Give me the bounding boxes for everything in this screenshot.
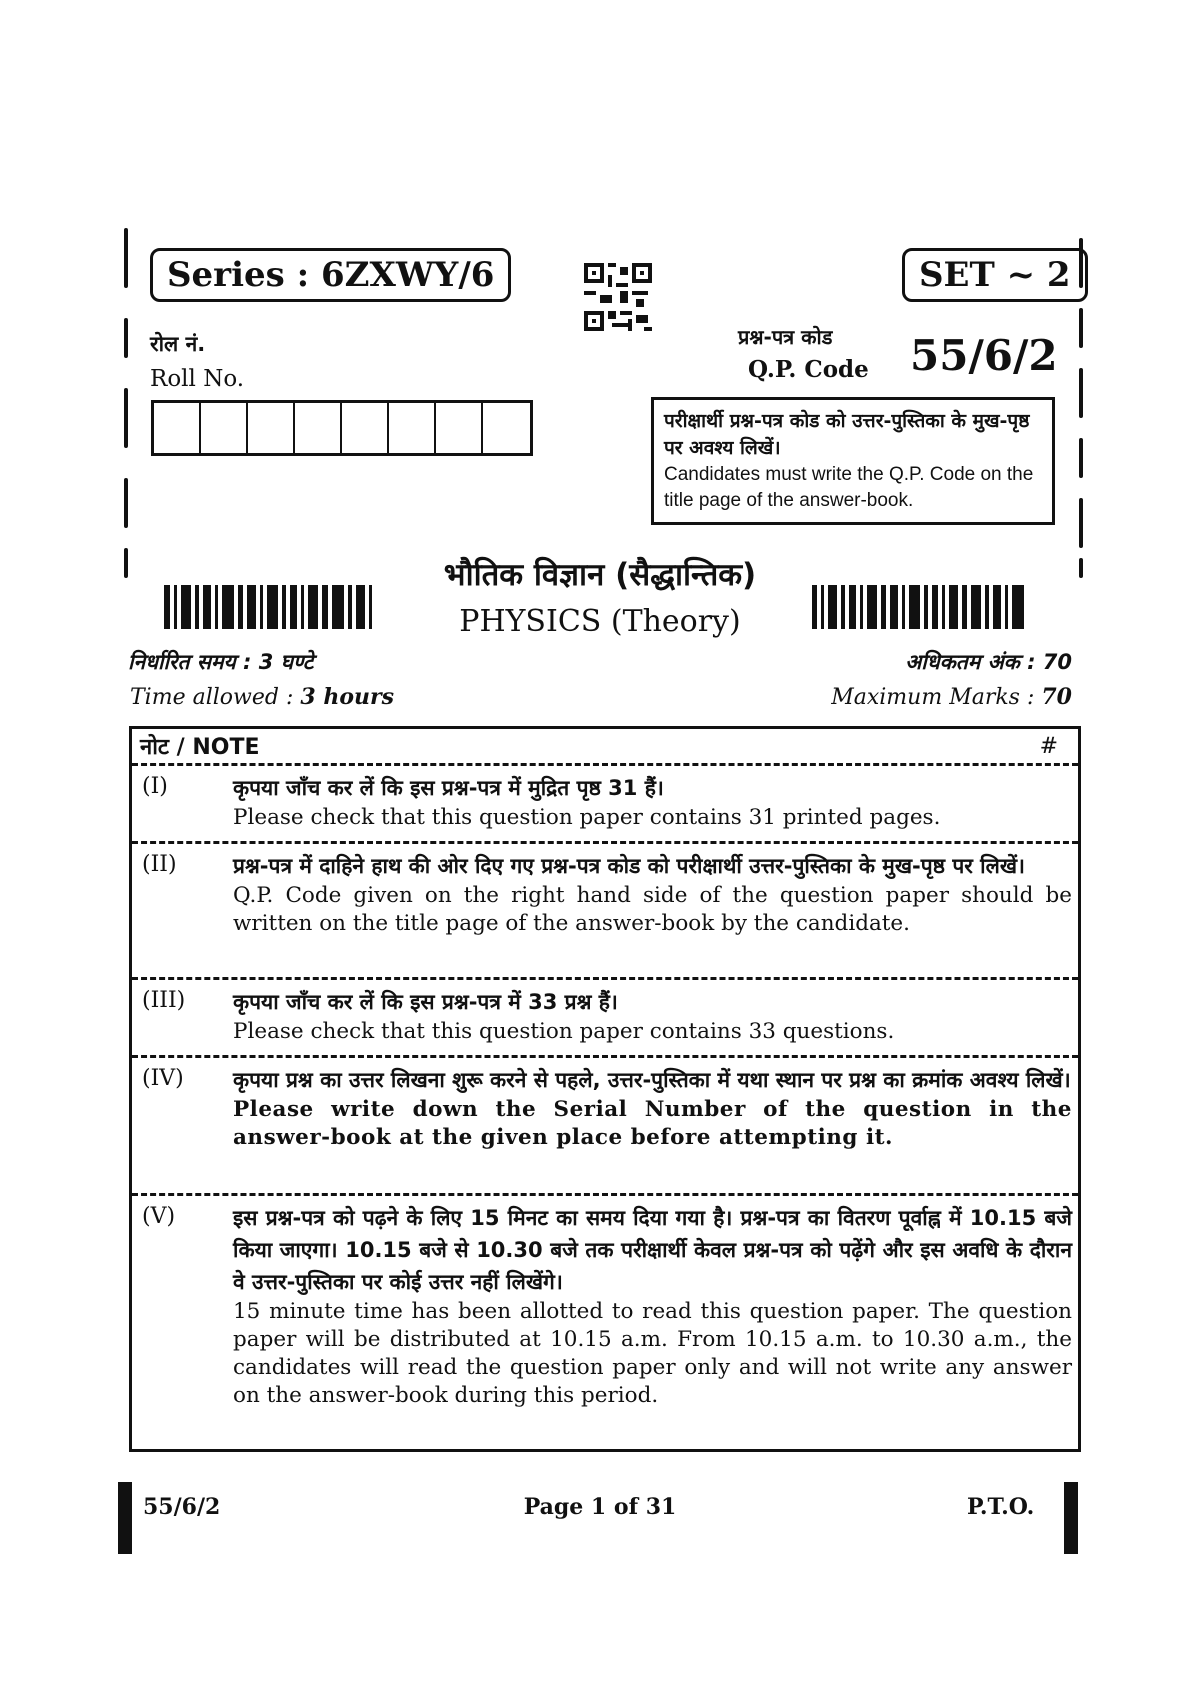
qr-code-icon (584, 263, 652, 331)
roll-digit-box[interactable] (201, 403, 248, 453)
note-item-number: (IV) (142, 1066, 184, 1091)
roll-label: Roll No. (150, 366, 245, 392)
note-item-number: (I) (142, 774, 168, 799)
note-item-english: Q.P. Code given on the right hand side of the question paper should be written on the title page of the answer-book by the candidate. (233, 883, 1072, 936)
max-marks-label: Maximum Marks : (831, 685, 1042, 710)
note-item-number: (V) (142, 1204, 176, 1229)
note-header (132, 729, 1078, 766)
note-item-english: Please check that this question paper contains 33 questions. (233, 1019, 895, 1044)
note-item (132, 844, 1078, 980)
roll-digit-box[interactable] (483, 403, 530, 453)
roll-label-hindi: रोल नं. (150, 332, 206, 356)
note-item (132, 980, 1078, 1058)
footer-bar-right (1064, 1482, 1078, 1554)
roll-number-boxes[interactable] (151, 400, 533, 456)
note-item-english: 15 minute time has been allotted to read this question paper. The question paper will be distributed at 10.15 a.m. From 10.15 a.m. to 10.30 a.m., the candidates will read the question paper only and will not write any answer on the answer-book during this period. (233, 1299, 1072, 1408)
roll-digit-box[interactable] (436, 403, 483, 453)
roll-digit-box[interactable] (248, 403, 295, 453)
note-item-hindi: प्रश्न-पत्र में दाहिने हाथ की ओर दिए गए प्रश्न-पत्र कोड को परीक्षार्थी उत्तर-पुस्तिका के मुख-पृष्ठ पर लिखें। (233, 854, 1026, 878)
notice-hindi: परीक्षार्थी प्रश्न-पत्र कोड को उत्तर-पुस्तिका के मुख-पृष्ठ पर अवश्य लिखें। (664, 410, 1030, 459)
note-item-english: Please write down the Serial Number of the question in the answer-book at the given place before attempting it. (233, 1097, 1072, 1150)
footer-bar-left (118, 1482, 132, 1554)
note-item-hindi: इस प्रश्न-पत्र को पढ़ने के लिए 15 मिनट का समय दिया गया है। प्रश्न-पत्र का वितरण पूर्वाह्न में 10.15 बजे किया जाएगा। 10.15 बजे से 10.30 बजे तक परीक्षार्थी केवल प्रश्न-पत्र को पढ़ेंगे और इस अवधि के दौरान वे उत्तर-पुस्तिका पर कोई उत्तर नहीं लिखेंगे। (233, 1206, 1072, 1294)
max-marks (831, 684, 1072, 710)
qp-code-notice (651, 397, 1055, 525)
note-item (132, 1196, 1078, 1451)
set-label: SET ~ 2 (902, 248, 1088, 302)
note-item-hindi: कृपया जाँच कर लें कि इस प्रश्न-पत्र में 33 प्रश्न हैं। (233, 990, 618, 1014)
roll-digit-box[interactable] (154, 403, 201, 453)
notice-english: Candidates must write the Q.P. Code on the title page of the answer-book. (664, 464, 1034, 511)
roll-digit-box[interactable] (295, 403, 342, 453)
qp-code-label-hindi: प्रश्न-पत्र कोड (738, 325, 833, 349)
time-allowed-value: 3 hours (300, 684, 394, 710)
qp-code-value: 55/6/2 (910, 331, 1058, 380)
series-label: Series : 6ZXWY/6 (150, 248, 511, 302)
note-item-number: (III) (142, 988, 186, 1013)
note-item-hindi: कृपया प्रश्न का उत्तर लिखना शुरू करने से पहले, उत्तर-पुस्तिका में यथा स्थान पर प्रश्न का क्रमांक अवश्य लिखें। (233, 1068, 1071, 1092)
time-allowed-hindi: निर्धारित समय : 3 घण्टे (128, 650, 314, 674)
note-heading: नोट / NOTE (140, 735, 260, 760)
left-margin-marks (120, 228, 134, 578)
max-marks-value: 70 (1041, 684, 1072, 710)
qp-code-label: Q.P. Code (748, 356, 869, 383)
note-item-english: Please check that this question paper contains 31 printed pages. (233, 805, 941, 830)
page-number: Page 1 of 31 (523, 1494, 677, 1520)
note-item-hindi: कृपया जाँच कर लें कि इस प्रश्न-पत्र में मुद्रित पृष्ठ 31 हैं। (233, 776, 664, 800)
pto-label: P.T.O. (967, 1494, 1035, 1520)
note-item-number: (II) (142, 852, 177, 877)
time-allowed (130, 684, 394, 710)
max-marks-hindi: अधिकतम अंक : 70 (905, 650, 1072, 674)
roll-digit-box[interactable] (389, 403, 436, 453)
note-item (132, 766, 1078, 844)
footer-code: 55/6/2 (143, 1494, 221, 1520)
roll-digit-box[interactable] (342, 403, 389, 453)
note-item (132, 1058, 1078, 1196)
subject-title-hindi: भौतिक विज्ञान (सैद्धान्तिक) (443, 557, 757, 593)
time-allowed-label: Time allowed : (130, 685, 301, 710)
barcode-right-icon (812, 585, 1028, 629)
note-table (129, 726, 1081, 1452)
subject-title: PHYSICS (Theory) (459, 604, 741, 639)
barcode-left-icon (164, 585, 376, 629)
note-hash: # (1039, 733, 1058, 759)
